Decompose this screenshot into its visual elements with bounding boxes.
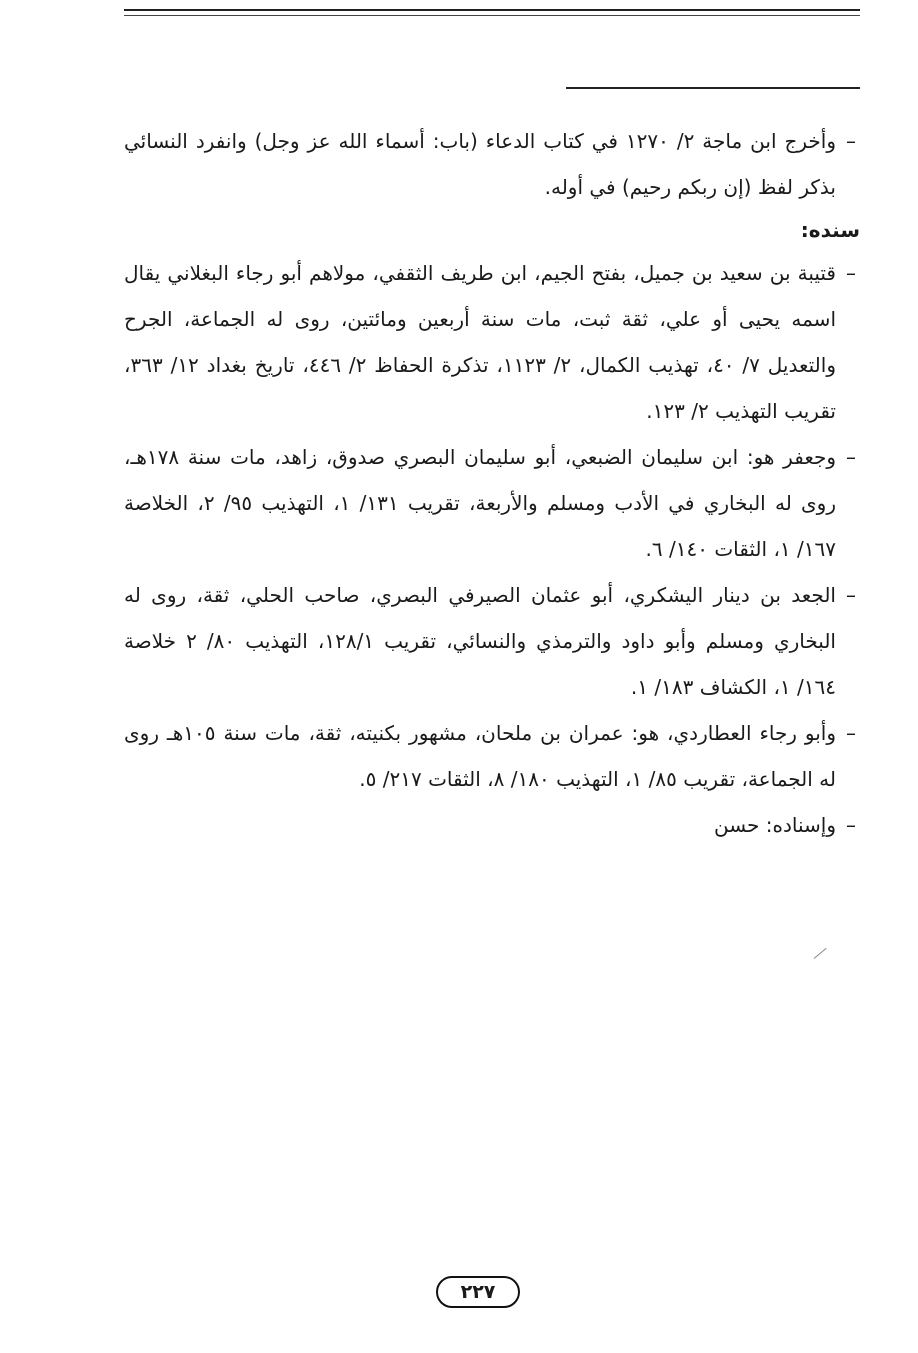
stray-pen-mark	[814, 948, 827, 959]
paragraph-isnad-grade	[124, 802, 860, 848]
paragraph-text: الجعد بن دينار اليشكري، أبو عثمان الصيرفي البصري، صاحب الحلي، ثقة، روى له البخاري ومسلم وأبو داود والترمذي والنسائي، تقريب ١٢٨/١، التهذيب ٨٠/ ٢ خلاصة ١٦٤/ ١، الكشاف ١٨٣/ ١.	[124, 583, 836, 699]
list-dash: –	[846, 583, 856, 607]
section-heading-sanad: سنده:	[800, 218, 860, 242]
header-rule-thick	[124, 9, 860, 11]
paragraph-text: وإسناده: حسن	[713, 813, 836, 837]
list-dash: –	[846, 261, 856, 285]
paragraph-narrator-abu-raja	[124, 710, 860, 802]
paragraph-text: وأبو رجاء العطاردي، هو: عمران بن ملحان، مشهور بكنيته، ثقة، مات سنة ١٠٥هـ روى له الجماعة، تقريب ٨٥/ ١، التهذيب ١٨٠/ ٨، الثقات ٢١٧/ ٥.	[124, 721, 836, 791]
list-dash: –	[846, 813, 856, 837]
list-dash: –	[846, 721, 856, 745]
paragraph-text: قتيبة بن سعيد بن جميل، بفتح الجيم، ابن طريف الثقفي، مولاهم أبو رجاء البغلاني يقال اسمه يحيى أو علي، ثقة ثبت، مات سنة أربعين ومائتين، روى له الجماعة، الجرح والتعديل ٧/ ٤٠، تهذيب الكمال، ٢/ ١١٢٣، تذكرة الحفاظ ٢/ ٤٤٦، تاريخ بغداد ١٢/ ٣٦٣، تقريب التهذيب ٢/ ١٢٣.	[124, 261, 836, 423]
footnote-separator-rule	[566, 87, 860, 89]
paragraph-narrator-qutayba	[124, 250, 860, 434]
list-dash: –	[846, 445, 856, 469]
page-body	[124, 118, 860, 848]
page-number: ٢٢٧	[436, 1276, 520, 1308]
paragraph-narrator-jad	[124, 572, 860, 710]
paragraph-text: وجعفر هو: ابن سليمان الضبعي، أبو سليمان البصري صدوق، زاهد، مات سنة ١٧٨هـ، روى له البخاري في الأدب ومسلم والأربعة، تقريب ١٣١/ ١، التهذيب ٩٥/ ٢، الخلاصة ١٦٧/ ١، الثقات ١٤٠/ ٦.	[124, 445, 836, 561]
paragraph-text: وأخرج ابن ماجة ٢/ ١٢٧٠ في كتاب الدعاء (باب: أسماء الله عز وجل) وانفرد النسائي بذكر لفظ (إن ربكم رحيم) في أوله.	[124, 129, 836, 199]
paragraph-narrator-jafar	[124, 434, 860, 572]
paragraph-takhrij	[124, 118, 860, 210]
list-dash: –	[846, 129, 856, 153]
header-rule-thin	[124, 15, 860, 16]
